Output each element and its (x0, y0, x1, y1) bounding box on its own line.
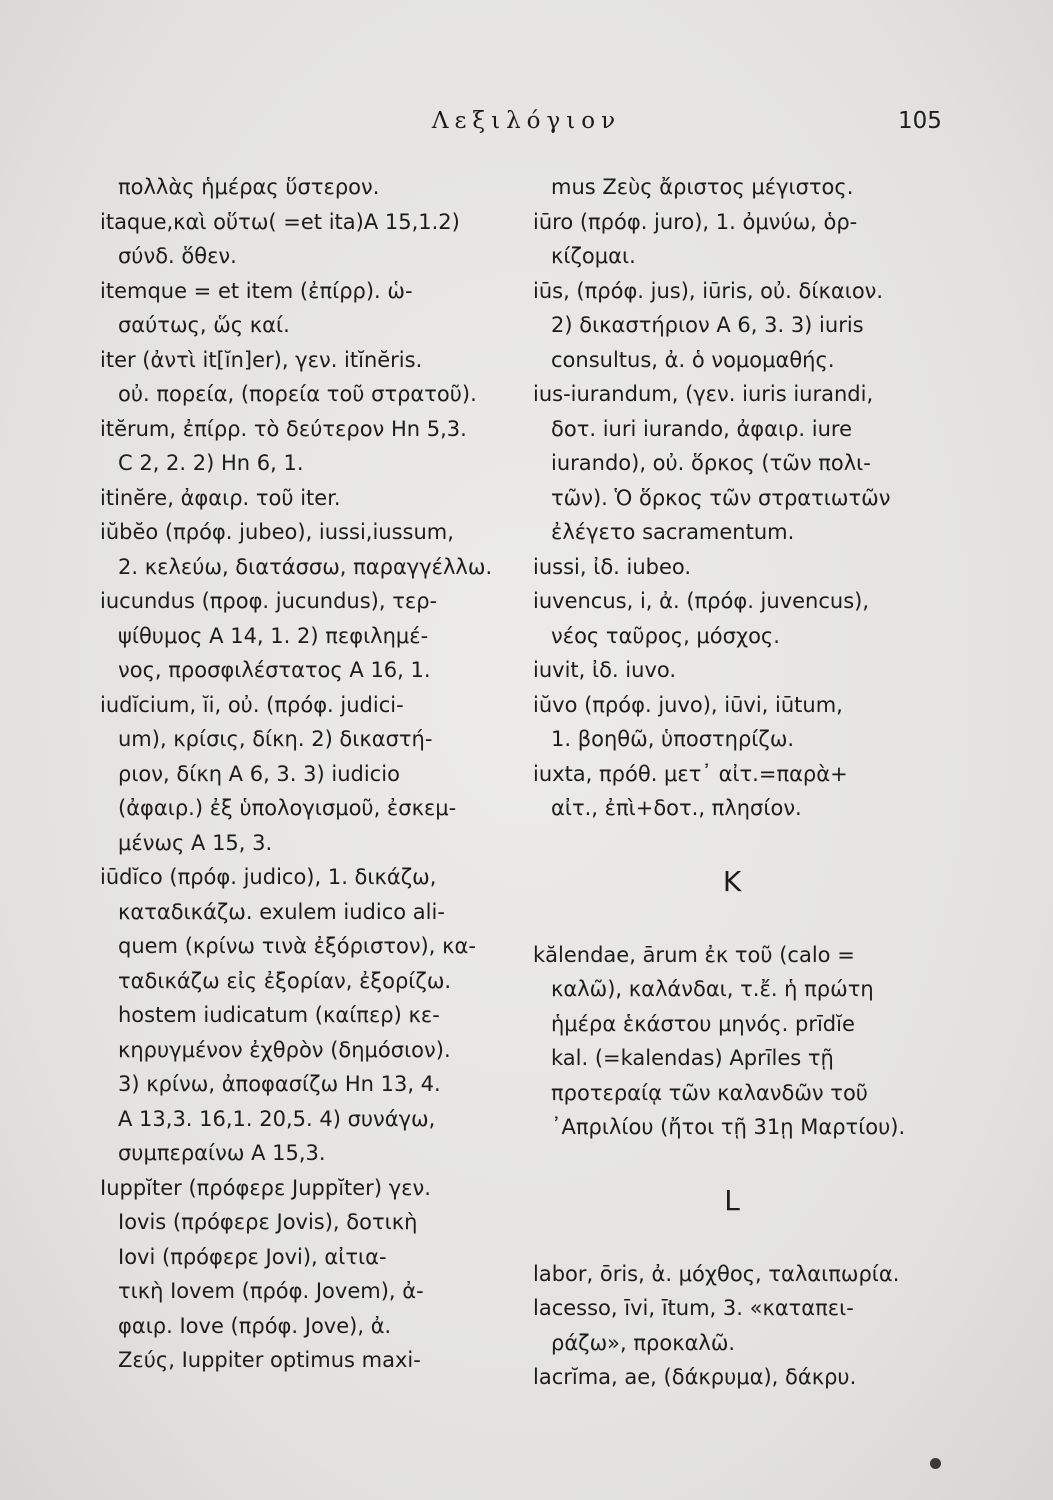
dictionary-line: 3) κρίνω, ἀποφασίζω Hn 13, 4. (118, 1072, 441, 1096)
left-column (100, 170, 518, 1378)
dictionary-line: προτεραίᾳ τῶν καλανδῶν τοῦ (551, 1080, 868, 1105)
k-entries (533, 938, 951, 1145)
dictionary-line: lacrĭma, ae, (δάκρυμα), δάκρυ. (533, 1365, 857, 1389)
section-heading-k: K (722, 864, 742, 898)
spacer (533, 1231, 951, 1257)
right-column (533, 170, 951, 1395)
dictionary-line: σαύτως, ὥς καί. (118, 313, 290, 337)
dictionary-line: 2. κελεύω, διατάσσω, παραγγέλλω. (118, 554, 493, 579)
dictionary-line: iūdĭco (πρόφ. judico), 1. δικάζω, (100, 865, 437, 889)
dictionary-line: A 13,3. 16,1. 20,5. 4) συνάγω, (118, 1106, 436, 1131)
dictionary-line: αἰτ., ἐπὶ+δοτ., πλησίον. (551, 796, 802, 820)
page-number: 105 (898, 108, 942, 134)
right-column-entries (533, 170, 951, 826)
dictionary-line: lacesso, īvi, ītum, 3. «καταπει- (533, 1296, 854, 1320)
dictionary-line: καταδικάζω. exulem iudico ali- (118, 899, 445, 924)
dictionary-line: ταδικάζω εἰς ἐξορίαν, ἐξορίζω. (118, 968, 452, 993)
dictionary-line: mus Ζεὺς ἄριστος μέγιστος. (551, 175, 854, 199)
dictionary-line: ἡμέρα ἑκάστου μηνός. prīdĭe (551, 1011, 855, 1036)
dictionary-line: φαιρ. Iove (πρόφ. Jove), ἀ. (118, 1313, 392, 1338)
dictionary-line: νος, προσφιλέστατος A 16, 1. (118, 658, 431, 682)
dictionary-line: um), κρίσις, δίκη. 2) δικαστή- (118, 727, 433, 751)
dictionary-line: δοτ. iuri iurando, ἀφαιρ. iure (551, 416, 853, 441)
l-entries (533, 1257, 951, 1395)
dictionary-line: kălendae, ārum ἐκ τοῦ (calo = (533, 942, 855, 967)
dictionary-line: πολλὰς ἡμέρας ὕστερον. (118, 175, 380, 199)
dictionary-line: itinĕre, ἀφαιρ. τοῦ iter. (100, 485, 341, 510)
dictionary-line: iuvencus, i, ἀ. (πρόφ. juvencus), (533, 589, 870, 613)
dictionary-line: hostem iudicatum (καίπερ) κε- (118, 1003, 440, 1027)
dictionary-line: iussi, ἰδ. iubeo. (533, 554, 692, 579)
dictionary-line: Iovis (πρόφερε Jovis), δοτικὴ (118, 1210, 418, 1234)
dictionary-line: κίζομαι. (551, 244, 636, 268)
dictionary-line: νέος ταῦρος, μόσχος. (551, 623, 780, 648)
dictionary-line: (ἀφαιρ.) ἐξ ὑπολογισμοῦ, ἐσκεμ- (118, 796, 457, 820)
dictionary-line: 2) δικαστήριον A 6, 3. 3) iuris (551, 313, 864, 337)
section-heading-l: L (724, 1183, 740, 1217)
dictionary-line: οὐ. πορεία, (πορεία τοῦ στρατοῦ). (118, 382, 477, 406)
dictionary-line: itĕrum, ἐπίρρ. τὸ δεύτερον Hn 5,3. (100, 416, 467, 441)
dictionary-line: ριον, δίκη A 6, 3. 3) iudicio (118, 761, 400, 786)
dictionary-line: Iuppĭter (πρόφερε Juppĭter) γεν. (100, 1175, 431, 1200)
dictionary-line: iudĭcium, ĭi, οὐ. (πρόφ. judici- (100, 692, 404, 717)
dictionary-line: Iovi (πρόφερε Jovi), αἰτια- (118, 1244, 387, 1269)
dictionary-line: itemque = et item (ἐπίρρ). ὡ- (100, 278, 413, 303)
dictionary-line: C 2, 2. 2) Hn 6, 1. (118, 451, 304, 475)
spacer (533, 826, 951, 852)
dictionary-line: iūs, (πρόφ. jus), iūris, οὐ. δίκαιον. (533, 278, 884, 303)
dictionary-line: καλῶ), καλάνδαι, τ.ἔ. ἡ πρώτη (551, 977, 874, 1001)
dictionary-line: τῶν). Ὁ ὅρκος τῶν στρατιωτῶν (551, 485, 891, 510)
dictionary-line: ψίθυμος A 14, 1. 2) πεφιλημέ- (118, 623, 429, 648)
dictionary-line: μένως A 15, 3. (118, 830, 273, 855)
spacer (533, 912, 951, 938)
dictionary-line: 1. βοηθῶ, ὑποστηρίζω. (551, 727, 795, 751)
dictionary-line: iūro (πρόφ. juro), 1. ὀμνύω, ὁρ- (533, 209, 858, 234)
dictionary-line: itaque,καὶ οὕτω( =et ita)A 15,1.2) (100, 209, 460, 234)
dictionary-line: iter (ἀντὶ it[ĭn]er), γεν. itĭnĕris. (100, 347, 423, 372)
spacer (533, 1145, 951, 1171)
dictionary-line: labor, ōris, ἀ. μόχθος, ταλαιπωρία. (533, 1261, 900, 1286)
dictionary-line: συμπεραίνω A 15,3. (118, 1141, 326, 1165)
dictionary-line: ἐλέγετο sacramentum. (551, 520, 795, 544)
dictionary-line: ᾽Απριλίου (ἤτοι τῇ 31ῃ Μαρτίου). (551, 1115, 906, 1139)
ink-spot (930, 1458, 941, 1469)
dictionary-line: ράζω», προκαλῶ. (551, 1330, 736, 1355)
dictionary-line: iŭbĕo (πρόφ. jubeo), iussi,iussum, (100, 520, 454, 544)
dictionary-line: σύνδ. ὅθεν. (118, 244, 237, 268)
dictionary-line: ius-iurandum, (γεν. iuris iurandi, (533, 382, 874, 406)
dictionary-line: τικὴ Iovem (πρόφ. Jovem), ἀ- (118, 1279, 424, 1303)
dictionary-line: consultus, ἀ. ὁ νομομαθής. (551, 347, 835, 372)
dictionary-line: iurando), οὐ. ὅρκος (τῶν πολι- (551, 451, 871, 475)
dictionary-line: kal. (=kalendas) Aprīles τῇ (551, 1046, 834, 1070)
dictionary-line: Ζεύς, Iuppiter optimus maxi- (118, 1348, 421, 1372)
dictionary-line: iŭvo (πρόφ. juvo), iūvi, iūtum, (533, 692, 843, 717)
dictionary-line: quem (κρίνω τινὰ ἐξόριστον), κα- (118, 934, 476, 958)
dictionary-line: iuxta, πρόθ. μετ᾽ αἰτ.=παρὰ+ (533, 761, 848, 786)
page-header-title: Λεξιλόγιον (431, 108, 622, 134)
dictionary-line: κηρυγμένον ἐχθρὸν (δημόσιον). (118, 1037, 451, 1062)
dictionary-line: iuvit, ἰδ. iuvo. (533, 658, 677, 682)
dictionary-line: iucundus (προφ. jucundus), τερ- (100, 589, 438, 613)
